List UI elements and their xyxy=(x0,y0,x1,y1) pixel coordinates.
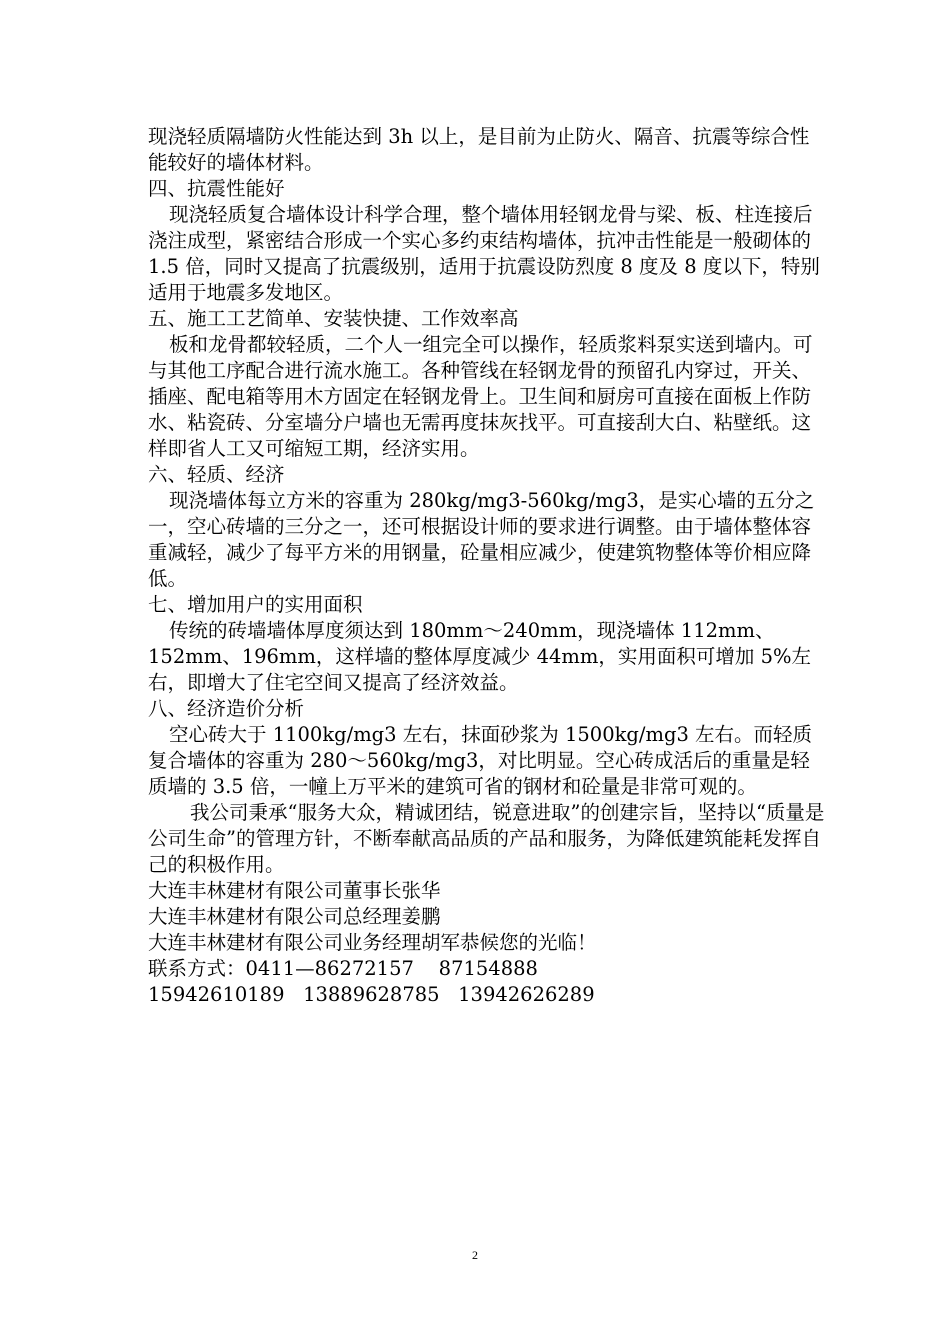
signature-general-manager: 大连丰林建材有限公司总经理姜鹏 xyxy=(148,905,441,928)
heading-cost-analysis: 八、经济造价分析 xyxy=(148,697,305,720)
paragraph-usable-area: 传统的砖墙墙体厚度须达到 180mm～240mm，现浇墙体 112mm、152mm、196mm，这样墙的整体厚度减少 44mm，实用面积可增加 5%左右，即增大了住宅空间又提高了经济效益。 xyxy=(148,619,812,694)
paragraph-seismic: 现浇轻质复合墙体设计科学合理，整个墙体用轻钢龙骨与梁、板、柱连接后浇注成型，紧密结合形成一个实心多约束结构墙体，抗冲击性能是一般砌体的 1.5 倍，同时又提高了抗震级别，适用于抗震设防烈度 8 度及 8 度以下，特别适用于地震多发地区。 xyxy=(148,203,820,304)
heading-construction: 五、施工工艺简单、安装快捷、工作效率高 xyxy=(148,307,519,330)
paragraph-fire-resistance: 现浇轻质隔墙防火性能达到 3h 以上，是目前为止防火、隔音、抗震等综合性能较好的墙体材料。 xyxy=(148,125,810,174)
paragraph-construction: 板和龙骨都较轻质，二个人一组完全可以操作，轻质浆料泵实送到墙内。可与其他工序配合进行流水施工。各种管线在轻钢龙骨的预留孔内穿过，开关、插座、配电箱等用木方固定在轻钢龙骨上。卫生间和厨房可直接在面板上作防水、粘瓷砖、分室墙分户墙也无需再度抹灰找平。可直接刮大白、粘壁纸。这样即省人工又可缩短工期，经济实用。 xyxy=(148,333,813,460)
phone-numbers: 15942610189 13889628785 13942626289 xyxy=(148,983,595,1006)
contact-line: 联系方式：0411—86272157 87154888 xyxy=(148,957,538,980)
paragraph-company-mission: 我公司秉承“服务大众，精诚团结，锐意进取”的创建宗旨，坚持以“质量是公司生命”的管理方针，不断奉献高品质的产品和服务，为降低建筑能耗发挥自己的积极作用。 xyxy=(148,801,825,876)
heading-seismic: 四、抗震性能好 xyxy=(148,177,285,200)
signature-business-manager: 大连丰林建材有限公司业务经理胡军恭候您的光临！ xyxy=(148,931,597,954)
paragraph-cost-analysis: 空心砖大于 1100kg/mg3 左右，抹面砂浆为 1500kg/mg3 左右。而轻质复合墙体的容重为 280～560kg/mg3，对比明显。空心砖成活后的重量是轻质墙的 3.5 倍，一幢上万平米的建筑可省的钢材和砼量是非常可观的。 xyxy=(148,723,813,798)
heading-usable-area: 七、增加用户的实用面积 xyxy=(148,593,363,616)
signature-chairman: 大连丰林建材有限公司董事长张华 xyxy=(148,879,441,902)
paragraph-lightweight: 现浇墙体每立方米的容重为 280kg/mg3-560kg/mg3，是实心墙的五分之一，空心砖墙的三分之一，还可根据设计师的要求进行调整。由于墙体整体容重减轻，减少了每平方米的用钢量，砼量相应减少，使建筑物整体等价相应降低。 xyxy=(148,489,815,590)
page-number: 2 xyxy=(472,1248,478,1262)
document-body xyxy=(148,124,828,1008)
heading-lightweight: 六、轻质、经济 xyxy=(148,463,285,486)
